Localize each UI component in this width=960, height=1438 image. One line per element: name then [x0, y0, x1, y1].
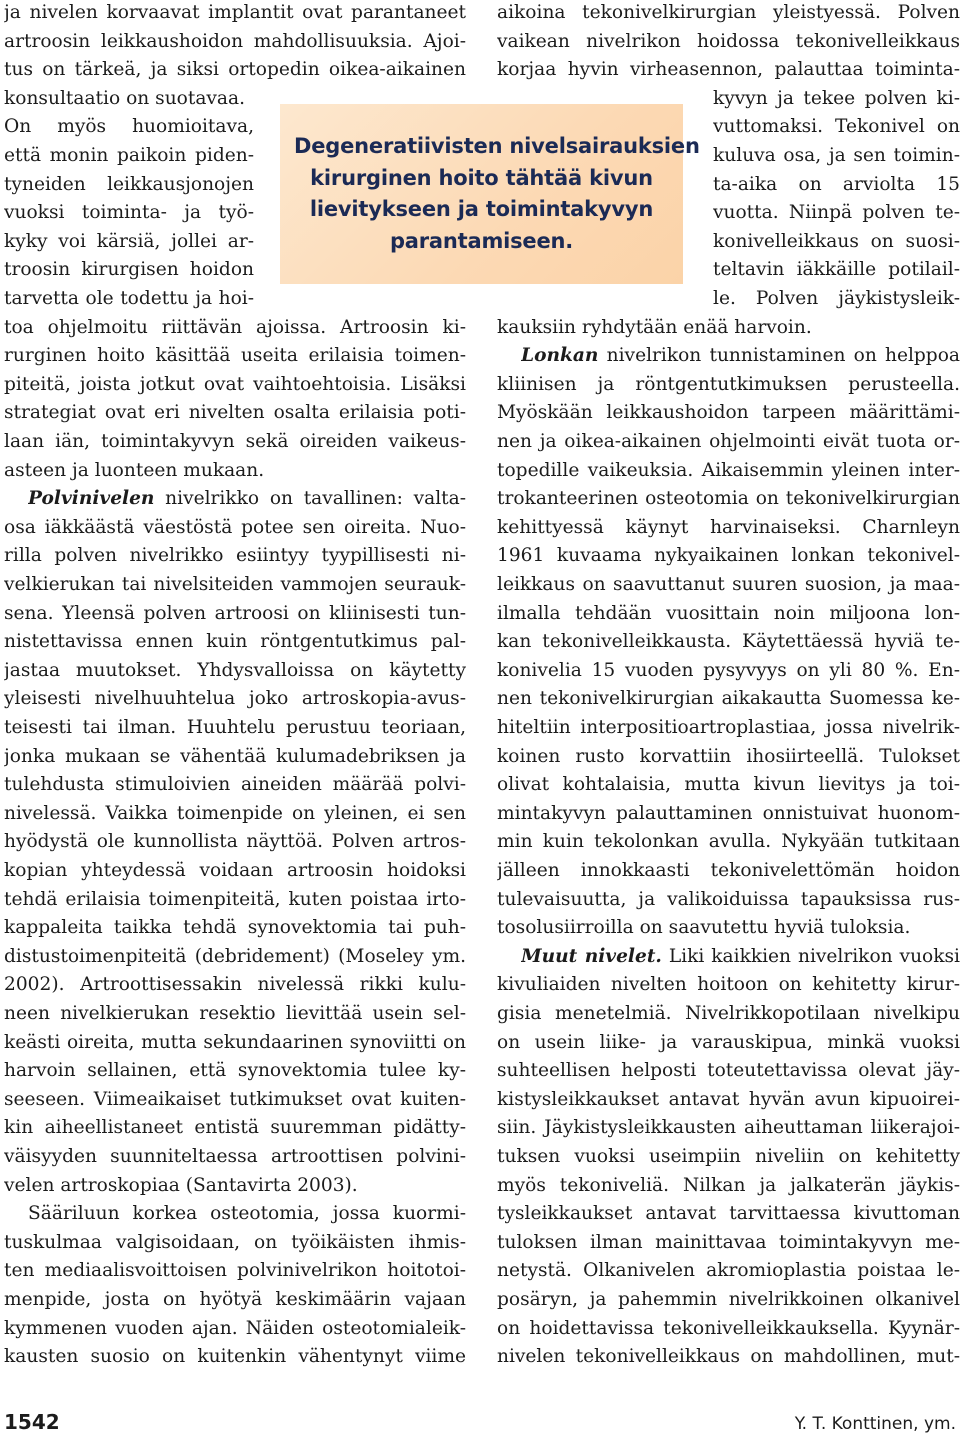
text-line: kliinisen ja röntgentutkimuksen perusteella.: [497, 373, 960, 395]
text-line: Myöskään leikkaushoidon tarpeen määrittämi-: [497, 402, 960, 424]
text-line: min kuin tekolonkan avulla. Nykyään tutkitaan: [497, 831, 960, 853]
text-line: nivelessä. Vaikka toimenpide on yleinen, ei sen: [4, 802, 466, 824]
text-line: siin. Jäykistysleikkausten aiheuttaman liikerajoi-: [497, 1117, 960, 1139]
text-line: Sääriluun korkea osteotomia, jossa kuormi-: [28, 1203, 466, 1225]
text-line: leikkaus on saavuttanut suuren suosion, ja maa-: [497, 574, 960, 595]
text-line: ilmalla tehdään vuosittain noin miljoona lon-: [497, 602, 960, 624]
text-line: kauksiin ryhdytään enää harvoin.: [497, 316, 812, 338]
text-line: posäryn, ja pahemmin nivelrikkoinen olkanivel: [497, 1289, 960, 1310]
section-lead-term: Polvinivelen: [28, 488, 155, 510]
text-line: seeseen. Viimeaikaiset tutkimukset ovat kuiten-: [4, 1088, 466, 1110]
text-line: 2002). Artroottisessakin nivelessä rikki kulu-: [4, 974, 466, 996]
pull-quote-line: parantamiseen.: [389, 228, 574, 253]
text-line: troosin kirurgisen hoidon: [4, 259, 254, 281]
pull-quote-box: [280, 104, 700, 284]
text-line: keästi oireita, mutta sekundaarinen synoviitti on: [4, 1031, 466, 1053]
text-line: osa iäkkäästä väestöstä potee sen oireita. Nuo-: [4, 516, 466, 538]
text-line: tus on tärkeä, ja siksi ortopedin oikea-aikainen: [4, 59, 466, 81]
text-line: sena. Yleensä polven artroosi on kliinisesti tun-: [4, 602, 466, 624]
text-line: kyvyn ja tekee polven ki-: [713, 87, 960, 109]
text-line: tarvetta ole todettu ja hoi-: [4, 288, 254, 309]
text-line: yleisesti nivelhuuhtelua joko artroskopia-avus-: [4, 688, 466, 710]
text-line: myös tekoniveliä. Nilkan ja jalkaterän jäykis-: [497, 1174, 960, 1196]
text-line: korjaa hyvin virheasennon, palauttaa toiminta-: [497, 59, 960, 81]
text-line: tuloksen ilman mainittavaa toimintakyvyn me-: [497, 1231, 960, 1253]
text-line: strategiat ovat eri nivelten osalta erilaisia poti-: [4, 402, 466, 424]
text-line: kuluva osa, ja sen toimin-: [713, 145, 960, 166]
pull-quote-line: kirurginen hoito tähtää kivun: [310, 165, 653, 190]
section-lead-term: Lonkan: [521, 345, 599, 367]
text-line: kin aiheellistaneet entistä suuremman pidätty-: [4, 1117, 466, 1139]
text-line: konsultaatio on suotavaa.: [4, 87, 246, 109]
text-line: jastaa muutokset. Yhdysvalloissa on käytetty: [4, 659, 466, 681]
text-line: konivelia 15 vuoden pysyvyys on yli 80 %. En-: [497, 659, 960, 681]
text-line: tehdä erilaisia toimenpiteitä, kuten poistaa irto-: [4, 888, 466, 910]
text-line: on usein liike- ja varauskipua, minkä vuoksi: [497, 1031, 960, 1053]
section-lead-term: Muut nivelet.: [521, 945, 662, 967]
text-line: tulevaisuutta, ja valikoiduissa tapauksissa rus-: [497, 888, 960, 910]
text-line: ta-aika on arviolta 15: [713, 173, 960, 195]
text-line: velen artroskopiaa (Santavirta 2003).: [4, 1174, 358, 1196]
text-line: aikoina tekonivelkirurgian yleistyessä. Polven: [497, 2, 960, 23]
text-line: suhteellisen helposti toteutettavissa olevat jäy-: [497, 1060, 960, 1082]
text-line: menpide, josta on hyötyä keskimäärin vajaan: [4, 1289, 466, 1310]
text-line: Muut nivelet. Liki kaikkien nivelrikon vuoksi: [521, 945, 960, 967]
text-line: tyneiden leikkausjonojen: [4, 173, 254, 195]
text-line: konivelleikkaus on suosi-: [713, 230, 960, 252]
text-line: jonka mukaan se vähentää kulumadebriksen ja: [4, 745, 466, 767]
text-line: gisia menetelmiä. Nivelrikkopotilaan nivelkipu: [497, 1003, 960, 1024]
text-line: kopian yhteydessä voidaan artroosin hoidoksi: [4, 860, 466, 881]
text-line: trokanteerinen osteotomia on tekonivelkirurgian: [497, 488, 960, 510]
text-line: vuoksi toiminta- ja työ-: [4, 202, 254, 224]
text-line: netystä. Olkanivelen akromioplastia poistaa le-: [497, 1260, 960, 1282]
pull-quote-line: lievitykseen ja toimintakyvyn: [309, 197, 654, 221]
text-line: piteitä, joista jotkut ovat vaihtoehtoisia. Lisäksi: [4, 373, 466, 395]
text-line: nen tekonivelkirurgian aikakautta Suomessa ke-: [497, 688, 960, 710]
text-line: rurginen hoito käsittää useita erilaisia toimen-: [4, 345, 466, 367]
text-line: jälleen innokkaasti tekonivelettömän hoidon: [497, 860, 960, 881]
text-line: teltavin iäkkäille potilail-: [713, 259, 960, 281]
text-line: kausten suosio on kuitenkin vähentynyt viime: [4, 1346, 466, 1368]
text-line: topedille vaikeuksia. Aikaisemmin yleinen inter-: [497, 459, 960, 481]
text-line: le. Polven jäykistysleik-: [713, 288, 960, 309]
text-line: olivat kohtalaisia, mutta kivun lievitys ja toi-: [497, 774, 960, 796]
text-line: artroosin leikkaushoidon mahdollisuuksia. Ajoi-: [4, 30, 466, 52]
text-line: neen nivelkierukan resektio lievittää usein sel-: [4, 1003, 466, 1024]
text-line: asteen ja luonteen mukaan.: [4, 459, 265, 481]
text-line: tulehdusta stimuloivien aineiden määrää polvi-: [4, 774, 466, 796]
text-line: teisesti tai ilman. Huuhtelu perustuu teoriaan,: [4, 717, 466, 738]
text-line: ja nivelen korvaavat implantit ovat parantaneet: [4, 2, 466, 23]
text-line: vuotta. Niinpä polven te-: [713, 202, 960, 224]
running-footer-author: Y. T. Konttinen, ym.: [794, 1414, 956, 1434]
text-line: mintakyvyn palauttaminen onnistuivat huonom-: [497, 802, 960, 824]
text-line: On myös huomioitava,: [4, 116, 254, 138]
text-line: nivelen tekonivelleikkaus on mahdollinen, mut-: [497, 1346, 960, 1368]
text-line: tysleikkaukset antavat tarvittaessa kivuttoman: [497, 1203, 960, 1225]
text-line: kappaleita taikka tehdä synovektomia tai puh-: [4, 917, 466, 939]
text-line: vaikean nivelrikon hoidossa tekonivelleikkaus: [497, 30, 960, 52]
text-line: nistettavissa ennen kuin röntgentutkimus pal-: [4, 631, 466, 653]
text-line: Lonkan nivelrikon tunnistaminen on helppoa: [521, 345, 960, 367]
text-line: laan iän, toimintakyvyn sekä oireiden vaikeus-: [4, 431, 466, 452]
text-line: harvoin sellainen, että synovektomia tulee ky-: [4, 1060, 466, 1082]
text-line: että monin paikoin piden-: [4, 145, 254, 166]
text-line: on hoidettavissa tekonivelleikkauksella. Kyynär-: [497, 1317, 960, 1339]
text-line: distustoimenpiteitä (debridement) (Moseley ym.: [4, 945, 466, 967]
text-line: rilla polven nivelrikko esiintyy tyypillisesti ni-: [4, 545, 466, 567]
text-line: Polvinivelen nivelrikko on tavallinen: valta-: [28, 488, 466, 510]
pull-quote-line: Degeneratiivisten nivelsairauksien: [294, 134, 700, 158]
text-line: tosolusiirroilla on saavutettu hyviä tuloksia.: [497, 917, 911, 939]
text-line: kivuliaiden nivelten hoitoon on kehitetty kirur-: [497, 974, 960, 996]
text-line: kehittyessä käynyt harvinaiseksi. Charnleyn: [497, 516, 960, 538]
page-number: 1542: [4, 1410, 60, 1434]
text-line: 1961 kuvaama nykyaikainen lonkan tekonivel-: [497, 545, 960, 567]
text-line: kistysleikkaukset antavat hyvän avun kipuoirei-: [497, 1088, 960, 1110]
text-line: väisyyden suunniteltaessa artroottisen polvini-: [4, 1146, 466, 1167]
text-line: hiteltiin interpositioartroplastiaa, jossa nivelrik-: [497, 717, 960, 738]
text-line: ten mediaalisvoittoisen polvinivelrikon hoitotoi-: [4, 1260, 466, 1282]
text-line: kymmenen vuoden ajan. Näiden osteotomialeik-: [4, 1317, 466, 1339]
text-line: velkierukan tai nivelsiteiden vammojen seurauk-: [4, 574, 466, 595]
text-line: toa ohjelmoitu riittävän ajoissa. Artroosin ki-: [4, 316, 466, 338]
text-line: vuttomaksi. Tekonivel on: [713, 116, 960, 138]
text-line: tuskulmaa valgisoidaan, on työikäisten ihmis-: [4, 1231, 466, 1253]
text-line: kan tekonivelleikkausta. Käytettäessä hyviä te-: [497, 631, 960, 653]
text-line: hyödystä ole kunnollista näyttöä. Polven artros-: [4, 831, 466, 853]
text-line: kyky voi kärsiä, jollei ar-: [4, 230, 254, 252]
text-line: nen ja oikea-aikainen ohjelmointi eivät tuota or-: [497, 431, 960, 452]
text-line: koinen rusto korvattiin ihosiirteellä. Tulokset: [497, 745, 960, 767]
text-line: tuksen vuoksi useimpiin niveliin on kehitetty: [497, 1146, 960, 1167]
